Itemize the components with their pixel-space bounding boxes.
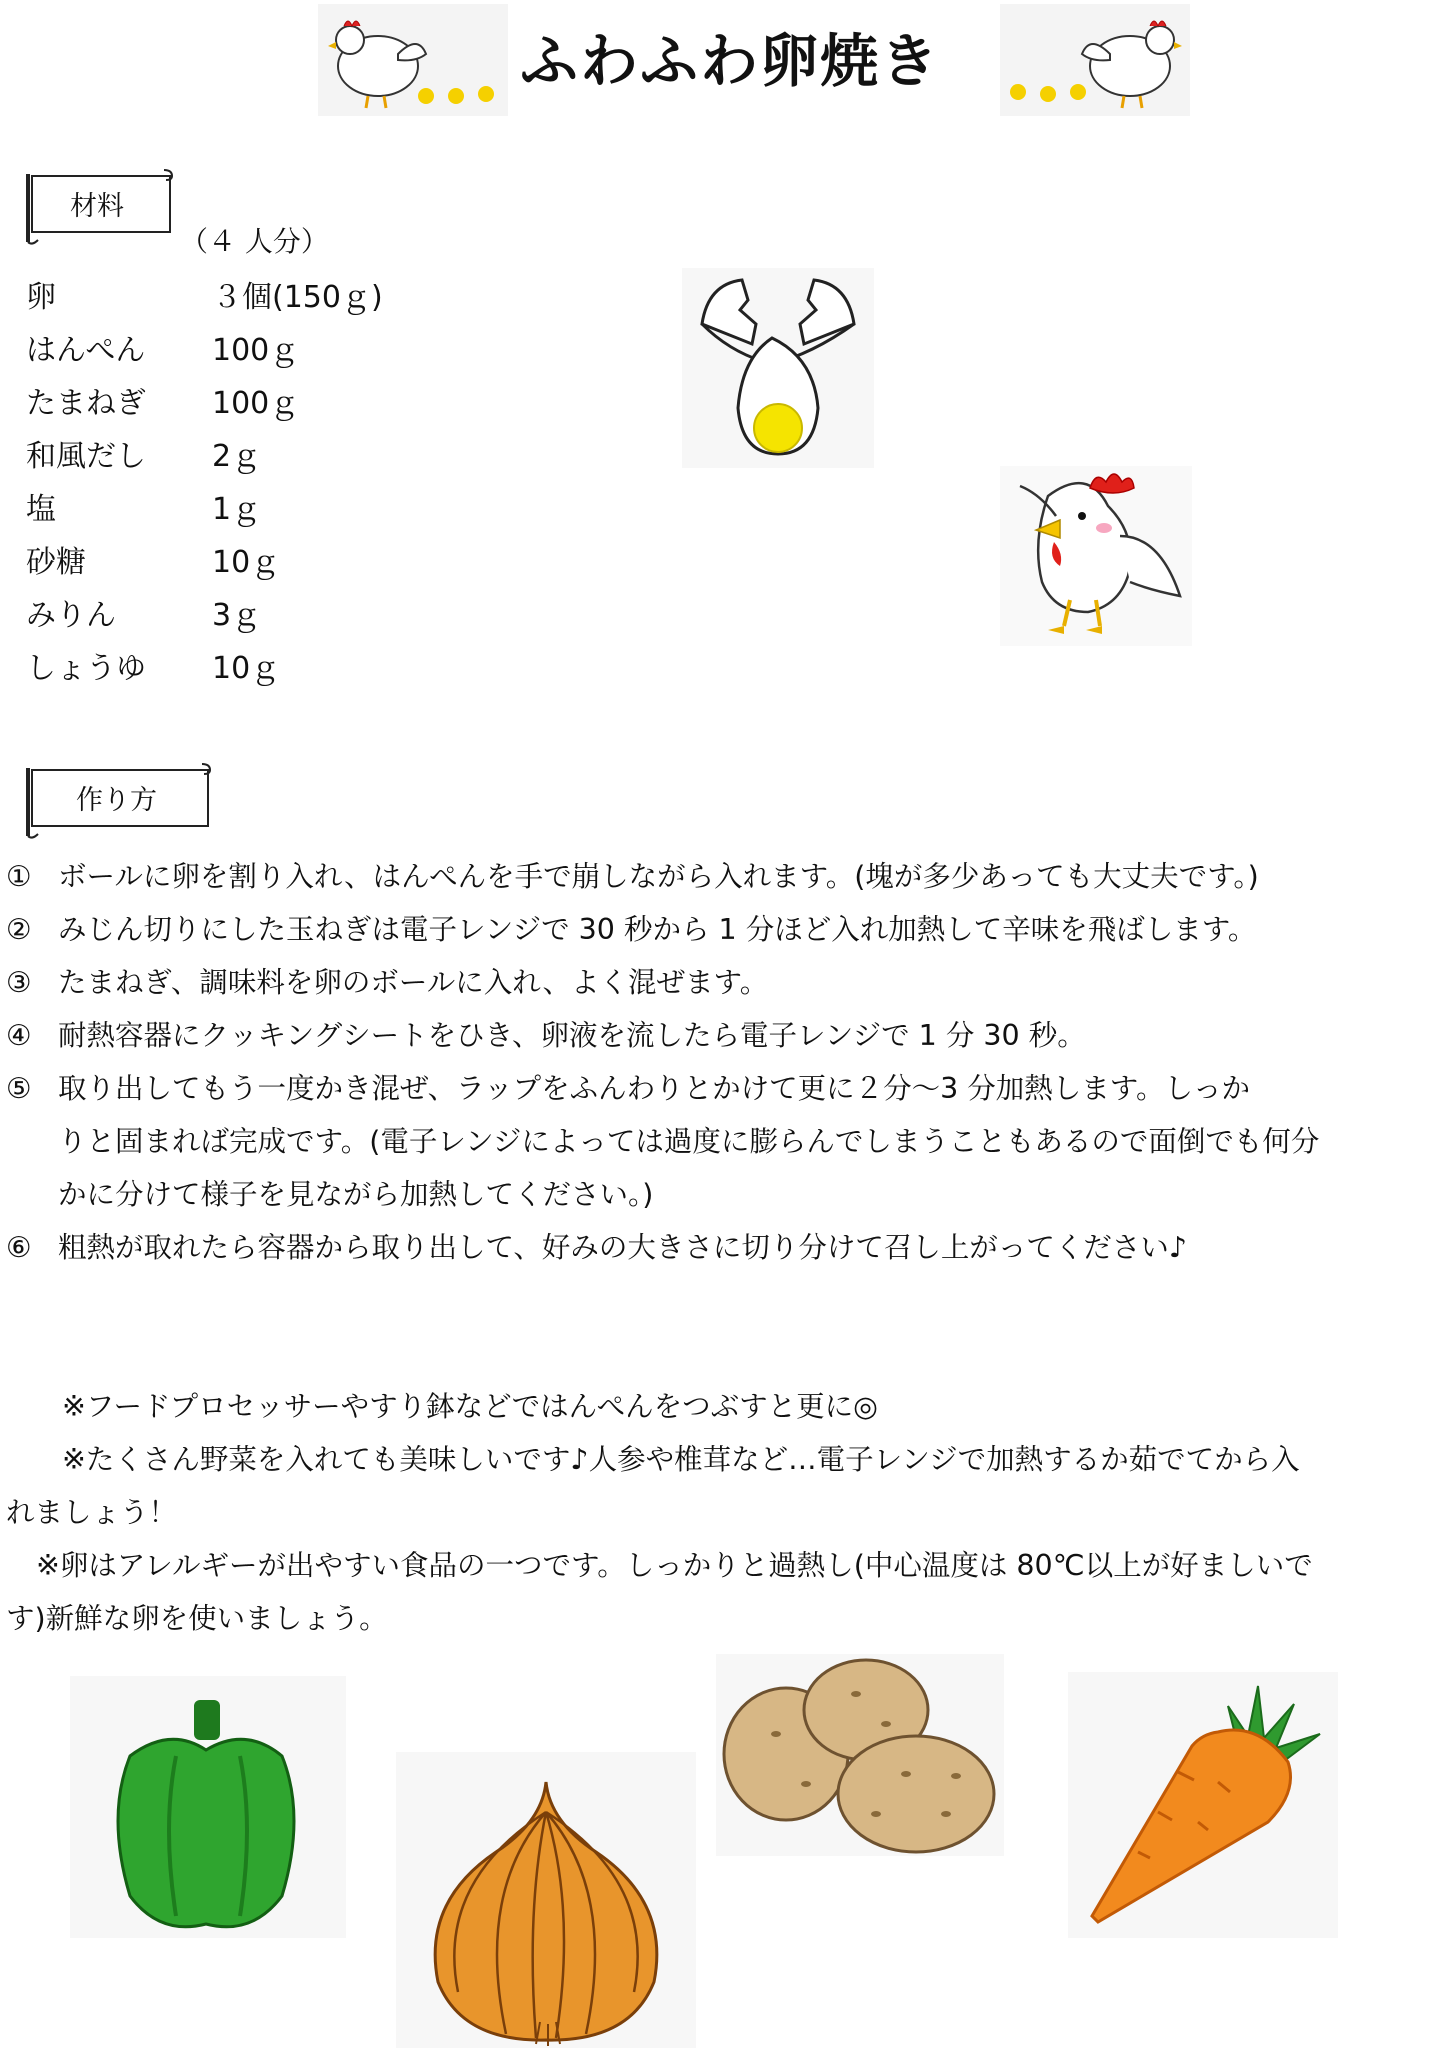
step-number: ⑤	[6, 1072, 32, 1105]
step-5-continued: りと固まれば完成です。(電子レンジによっては過度に膨らんでしまうこともあるので面倒でも何分	[58, 1125, 1320, 1158]
ingredient-name: はんぺん	[26, 333, 146, 368]
method-heading: 作り方	[76, 785, 157, 816]
cracked-egg-icon	[682, 268, 874, 468]
note-line: す)新鮮な卵を使いましょう。	[6, 1602, 388, 1635]
step-6	[6, 1225, 1187, 1266]
hen-right-icon	[1000, 4, 1190, 116]
step-2	[6, 907, 1256, 948]
step-5-continued: かに分けて様子を見ながら加熱してください。)	[58, 1178, 654, 1211]
ingredient-qty: ３個(150ｇ)	[212, 280, 383, 315]
step-5	[6, 1066, 1250, 1107]
step-text: ボールに卵を割り入れ、はんぺんを手で崩しながら入れます。(塊が多少あっても大丈夫です。)	[58, 860, 1259, 893]
ingredient-qty: 10ｇ	[212, 651, 281, 686]
step-number: ④	[6, 1019, 32, 1052]
ingredient-name: たまねぎ	[26, 386, 146, 421]
step-number: ②	[6, 913, 32, 946]
method-heading-scroll	[24, 758, 214, 842]
note-line: ※卵はアレルギーが出やすい食品の一つです。しっかりと過熱し(中心温度は 80℃以上が好ましいで	[36, 1549, 1313, 1582]
note-line: ※フードプロセッサーやすり鉢などではんぺんをつぶすと更に◎	[62, 1390, 878, 1423]
green-pepper-icon	[70, 1676, 346, 1938]
ingredient-name: 砂糖	[26, 545, 86, 580]
step-3	[6, 960, 768, 1001]
ingredient-name: みりん	[26, 598, 116, 633]
step-text: 粗熱が取れたら容器から取り出して、好みの大きさに切り分けて召し上がってください♪	[58, 1231, 1188, 1264]
step-text: 取り出してもう一度かき混ぜ、ラップをふんわりとかけて更に２分～3 分加熱します。しっか	[58, 1072, 1250, 1105]
step-number: ⑥	[6, 1231, 32, 1264]
ingredient-qty: 100ｇ	[212, 386, 300, 421]
ingredient-name: 卵	[26, 280, 56, 315]
hen-left-icon	[318, 4, 508, 116]
note-line: れましょう！	[6, 1496, 178, 1529]
ingredient-qty: 3ｇ	[212, 598, 262, 633]
ingredient-name: 和風だし	[26, 439, 146, 474]
materials-heading-scroll	[24, 164, 176, 248]
ingredient-qty: 2ｇ	[212, 439, 262, 474]
potatoes-icon	[716, 1654, 1004, 1856]
ingredient-qty: 100ｇ	[212, 333, 300, 368]
onion-icon	[396, 1752, 696, 2048]
ingredient-qty: 10ｇ	[212, 545, 281, 580]
ingredient-name: しょうゆ	[26, 651, 146, 686]
step-number: ③	[6, 966, 32, 999]
ingredient-qty: 1ｇ	[212, 492, 262, 527]
rooster-icon	[1000, 466, 1192, 646]
step-4	[6, 1013, 1086, 1054]
carrot-icon	[1068, 1672, 1338, 1938]
step-number: ①	[6, 860, 32, 893]
step-text: たまねぎ、調味料を卵のボールに入れ、よく混ぜます。	[58, 966, 769, 999]
note-line: ※たくさん野菜を入れても美味しいです♪人参や椎茸など…電子レンジで加熱するか茹でてから入	[62, 1443, 1300, 1476]
step-1	[6, 854, 1259, 895]
page-title: ふわふわ卵焼き	[520, 27, 941, 95]
ingredient-name: 塩	[26, 492, 56, 527]
step-text: みじん切りにした玉ねぎは電子レンジで 30 秒から 1 分ほど入れ加熱して辛味を飛ばします。	[58, 913, 1257, 946]
step-text: 耐熱容器にクッキングシートをひき、卵液を流したら電子レンジで 1 分 30 秒。	[58, 1019, 1086, 1052]
materials-heading: 材料	[70, 191, 124, 222]
serving-size: （４ 人分）	[180, 225, 329, 258]
